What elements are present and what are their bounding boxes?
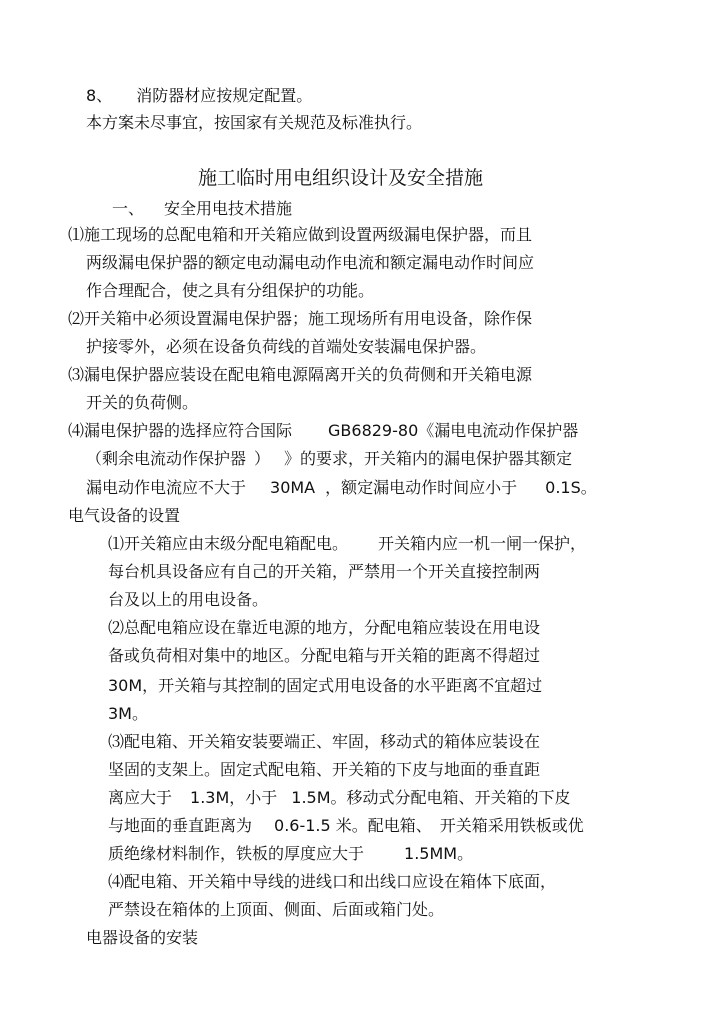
section-2-heading: 电气设备的设置 [68, 506, 181, 525]
s2-p3-line-5 [108, 844, 473, 864]
s1-p4-line-3 [86, 478, 597, 498]
s2-p1-line-1 [108, 534, 586, 554]
s1-p1-line-1: ⑴施工现场的总配电箱和开关箱应做到设置两级漏电保护器，而且 [68, 225, 533, 244]
s2-p3-l4-text-c: 开关箱采用铁板或优 [439, 816, 584, 835]
s1-p4-line-2 [86, 449, 572, 469]
s2-p3-l4-text-a: 与地面的垂直距离为 [108, 816, 253, 835]
s2-p2-line-1: ⑵总配电箱应设在靠近电源的地方，分配电箱应装设在用电设 [108, 618, 541, 637]
s1-p4-l1-standard: GB6829-80《漏电电流动作保护器 [328, 421, 579, 440]
s2-p3-l3-text-b: 1.3M，小于 [190, 788, 278, 807]
s2-p3-l5-text-a: 质绝缘材料制作，铁板的厚度应大于 [108, 844, 365, 863]
s2-p1-l1-text-b: 开关箱内应一机一闸一保护， [378, 534, 587, 553]
s2-p1-line-3: 台及以上的用电设备。 [108, 590, 269, 609]
s1-p4-l3-value-current: 30MA [270, 478, 316, 497]
s2-p3-line-3 [108, 788, 571, 808]
s2-p3-line-1: ⑶配电箱、开关箱安装要端正、牢固，移动式的箱体应装设在 [108, 732, 541, 751]
s2-p3-l5-text-b: 1.5MM。 [404, 844, 474, 863]
s2-p3-line-2: 坚固的支架上。固定式配电箱、开关箱的下皮与地面的垂直距 [108, 760, 541, 779]
s1-p4-l3-text-c: ，额定漏电动作时间应小于 [325, 478, 518, 497]
s1-p3-line-2: 开关的负荷侧。 [86, 393, 199, 412]
item-8-number: 8、 [86, 86, 113, 105]
s2-p2-line-3: 30M，开关箱与其控制的固定式用电设备的水平距离不宜超过 [108, 676, 543, 695]
s1-p1-line-3: 作合理配合，使之具有分组保护的功能。 [86, 281, 375, 300]
s2-p2-line-4: 3M。 [108, 704, 148, 723]
s1-p4-l1-text: ⑷漏电保护器的选择应符合国际 [68, 421, 293, 440]
s1-p4-l3-value-time: 0.1S。 [545, 478, 597, 497]
section-1-heading-text: 安全用电技术措施 [164, 199, 293, 218]
s2-p4-line-1: ⑷配电箱、开关箱中导线的进线口和出线口应设在箱体下底面， [108, 872, 557, 891]
s1-p4-l3-text-a: 漏电动作电流应不大于 [86, 478, 247, 497]
closing-note: 本方案未尽事宜，按国家有关规范及标准执行。 [86, 113, 423, 132]
s2-p4-line-2: 严禁设在箱体的上顶面、侧面、后面或箱门处。 [108, 900, 445, 919]
s1-p4-l2-text-c: 》的要求，开关箱内的漏电保护器其额定 [284, 449, 573, 468]
s1-p1-line-2: 两级漏电保护器的额定电动漏电动作电流和额定漏电动作时间应 [86, 253, 535, 272]
s2-p1-l1-text-a: ⑴开关箱应由末级分配电箱配电。 [108, 534, 349, 553]
item-8 [86, 86, 312, 106]
section-1-heading-number: 一、 [112, 199, 145, 218]
s2-p1-line-2: 每台机具设备应有自己的开关箱，严禁用一个开关直接控制两 [108, 562, 541, 581]
s1-p3-line-1: ⑶漏电保护器应装设在配电箱电源隔离开关的负荷侧和开关箱电源 [68, 365, 533, 384]
s2-p3-l3-text-c: 1.5M。移动式分配电箱、开关箱的下皮 [291, 788, 571, 807]
s1-p4-l2-text-b: ） [254, 449, 271, 468]
s1-p4-l2-text-a: （剩余电流动作保护器 [86, 449, 247, 468]
s1-p4-line-1 [68, 421, 578, 441]
s2-p3-l4-text-b: 0.6-1.5 米。配电箱、 [274, 816, 432, 835]
section-title: 施工临时用电组织设计及安全措施 [198, 167, 484, 189]
s2-p3-line-4 [108, 816, 584, 836]
s2-p2-line-2: 备或负荷相对集中的地区。分配电箱与开关箱的距离不得超过 [108, 646, 541, 665]
item-8-text: 消防器材应按规定配置。 [136, 86, 313, 105]
s2-p3-l3-text-a: 离应大于 [108, 788, 173, 807]
s1-p2-line-2: 护接零外，必须在设备负荷线的首端处安装漏电保护器。 [86, 337, 487, 356]
s1-p2-line-1: ⑵开关箱中必须设置漏电保护器；施工现场所有用电设备，除作保 [68, 309, 533, 328]
section-1-heading [112, 199, 292, 219]
section-3-heading: 电器设备的安装 [86, 928, 199, 947]
